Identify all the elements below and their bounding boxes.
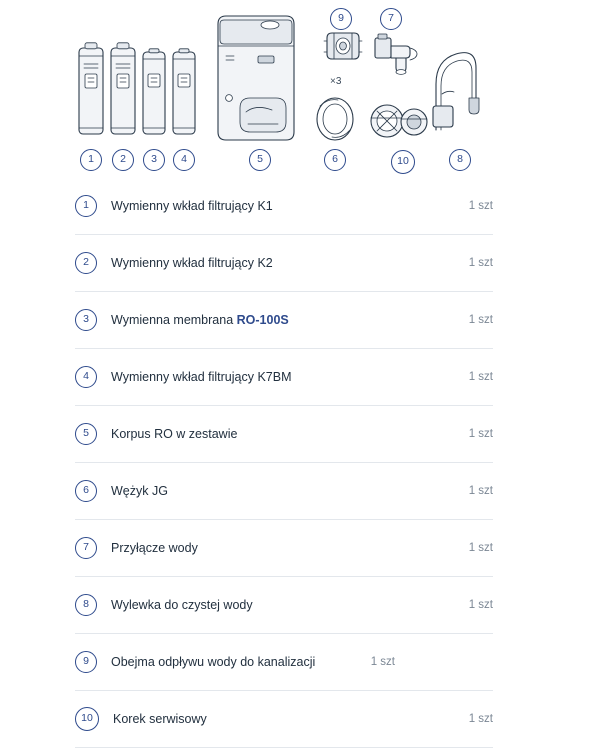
list-item-qty: 1 szt [468,371,493,383]
list-item-qty: 1 szt [468,713,493,725]
list-item-qty: 1 szt [468,599,493,611]
list-item-qty: 1 szt [468,542,493,554]
list-item [75,577,493,634]
part-illustration-drain-clamp [322,30,364,66]
list-badge-4: 4 [75,366,97,388]
callout-badge-10[interactable]: 10 [391,150,415,174]
part-illustration-filter-k2 [108,42,138,138]
list-badge-1: 1 [75,195,97,217]
list-item [75,463,493,520]
parts-list [75,178,493,748]
list-item-label-text: Wymienna membrana [111,312,237,327]
part-illustration-filter-k7bm [170,48,198,138]
list-item-label: Wężyk JG [111,483,168,498]
list-item-label: Wymienny wkład filtrujący K2 [111,255,273,270]
part-illustration-ro-body [208,12,304,144]
list-badge-7: 7 [75,537,97,559]
list-item [75,235,493,292]
list-item-qty: 1 szt [468,314,493,326]
list-item [75,634,493,691]
list-item-label: Wylewka do czystej wody [111,597,253,612]
list-badge-6: 6 [75,480,97,502]
part-illustration-filter-k1 [76,42,106,138]
list-item [75,406,493,463]
hose-multiplier-label: ×3 [330,76,342,87]
list-item-label: Wymienny wkład filtrujący K7BM [111,369,292,384]
list-item-qty: 1 szt [468,257,493,269]
part-illustration-hose [314,94,356,144]
list-item [75,691,493,748]
list-item [75,178,493,235]
list-badge-9: 9 [75,651,97,673]
part-illustration-membrane [140,48,168,138]
list-badge-10: 10 [75,707,99,731]
callout-badge-3[interactable]: 3 [143,149,165,171]
callout-badge-4[interactable]: 4 [173,149,195,171]
callout-badge-8[interactable]: 8 [449,149,471,171]
list-item-label: Obejma odpływu wody do kanalizacji [111,654,316,669]
list-badge-8: 8 [75,594,97,616]
list-badge-2: 2 [75,252,97,274]
list-badge-5: 5 [75,423,97,445]
callout-badge-7[interactable]: 7 [380,8,402,30]
part-illustration-faucet [428,38,484,138]
parts-diagram [0,0,600,172]
callout-badge-5[interactable]: 5 [249,149,271,171]
list-item-label-highlight: RO-100S [236,312,289,327]
list-item-qty: 1 szt [468,200,493,212]
part-illustration-service-plug-secondary [398,106,430,138]
callout-badge-6[interactable]: 6 [324,149,346,171]
callout-badge-9[interactable]: 9 [330,8,352,30]
list-item-label: Korpus RO w zestawie [111,426,238,441]
list-item-qty: 1 szt [468,485,493,497]
part-illustration-water-connector [372,34,422,78]
list-item-label: Wymienny wkład filtrujący K1 [111,198,273,213]
list-item-label: Przyłącze wody [111,540,198,555]
callout-badge-2[interactable]: 2 [112,149,134,171]
list-item-label: Korek serwisowy [113,711,207,726]
list-item [75,520,493,577]
list-item [75,292,493,349]
list-item-label [111,312,449,329]
list-item [75,349,493,406]
list-item-qty: 1 szt [468,428,493,440]
list-badge-3: 3 [75,309,97,331]
list-item-qty: 1 szt [370,656,395,668]
callout-badge-1[interactable]: 1 [80,149,102,171]
